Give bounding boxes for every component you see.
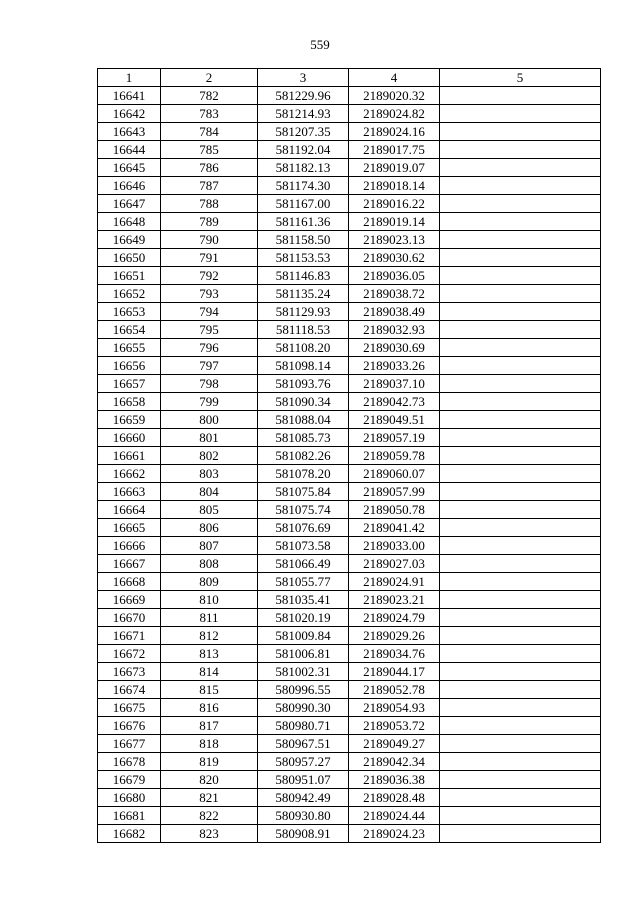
y-coordinate-cell: 2189016.22 bbox=[349, 195, 440, 213]
table-row bbox=[98, 357, 601, 375]
y-coordinate-cell: 2189042.34 bbox=[349, 753, 440, 771]
table-row bbox=[98, 285, 601, 303]
x-coordinate-cell: 580996.55 bbox=[258, 681, 349, 699]
point-number-cell: 16646 bbox=[98, 177, 161, 195]
y-coordinate-cell: 2189030.69 bbox=[349, 339, 440, 357]
x-coordinate-cell: 581006.81 bbox=[258, 645, 349, 663]
x-coordinate-cell: 581192.04 bbox=[258, 141, 349, 159]
x-coordinate-cell: 581075.84 bbox=[258, 483, 349, 501]
note-cell bbox=[440, 699, 601, 717]
vertex-number-cell: 796 bbox=[161, 339, 258, 357]
y-coordinate-cell: 2189023.21 bbox=[349, 591, 440, 609]
x-coordinate-cell: 581146.83 bbox=[258, 267, 349, 285]
y-coordinate-cell: 2189060.07 bbox=[349, 465, 440, 483]
point-number-cell: 16666 bbox=[98, 537, 161, 555]
x-coordinate-cell: 581093.76 bbox=[258, 375, 349, 393]
y-coordinate-cell: 2189029.26 bbox=[349, 627, 440, 645]
vertex-number-cell: 811 bbox=[161, 609, 258, 627]
note-cell bbox=[440, 591, 601, 609]
note-cell bbox=[440, 249, 601, 267]
y-coordinate-cell: 2189027.03 bbox=[349, 555, 440, 573]
point-number-cell: 16655 bbox=[98, 339, 161, 357]
coordinates-table bbox=[97, 68, 601, 843]
point-number-cell: 16651 bbox=[98, 267, 161, 285]
vertex-number-cell: 793 bbox=[161, 285, 258, 303]
y-coordinate-cell: 2189036.05 bbox=[349, 267, 440, 285]
vertex-number-cell: 818 bbox=[161, 735, 258, 753]
y-coordinate-cell: 2189024.82 bbox=[349, 105, 440, 123]
point-number-cell: 16667 bbox=[98, 555, 161, 573]
x-coordinate-cell: 581135.24 bbox=[258, 285, 349, 303]
y-coordinate-cell: 2189057.19 bbox=[349, 429, 440, 447]
table-row bbox=[98, 717, 601, 735]
vertex-number-cell: 799 bbox=[161, 393, 258, 411]
vertex-number-cell: 814 bbox=[161, 663, 258, 681]
point-number-cell: 16657 bbox=[98, 375, 161, 393]
table-row bbox=[98, 699, 601, 717]
x-coordinate-cell: 580990.30 bbox=[258, 699, 349, 717]
x-coordinate-cell: 580957.27 bbox=[258, 753, 349, 771]
x-coordinate-cell: 581108.20 bbox=[258, 339, 349, 357]
x-coordinate-cell: 581066.49 bbox=[258, 555, 349, 573]
note-cell bbox=[440, 123, 601, 141]
point-number-cell: 16648 bbox=[98, 213, 161, 231]
table-row bbox=[98, 195, 601, 213]
vertex-number-cell: 800 bbox=[161, 411, 258, 429]
y-coordinate-cell: 2189024.91 bbox=[349, 573, 440, 591]
point-number-cell: 16665 bbox=[98, 519, 161, 537]
y-coordinate-cell: 2189018.14 bbox=[349, 177, 440, 195]
point-number-cell: 16668 bbox=[98, 573, 161, 591]
x-coordinate-cell: 581085.73 bbox=[258, 429, 349, 447]
table-row bbox=[98, 87, 601, 105]
note-cell bbox=[440, 519, 601, 537]
x-coordinate-cell: 581020.19 bbox=[258, 609, 349, 627]
point-number-cell: 16671 bbox=[98, 627, 161, 645]
vertex-number-cell: 823 bbox=[161, 825, 258, 843]
x-coordinate-cell: 581174.30 bbox=[258, 177, 349, 195]
table-row bbox=[98, 447, 601, 465]
table-row bbox=[98, 645, 601, 663]
vertex-number-cell: 802 bbox=[161, 447, 258, 465]
note-cell bbox=[440, 573, 601, 591]
x-coordinate-cell: 581098.14 bbox=[258, 357, 349, 375]
y-coordinate-cell: 2189033.00 bbox=[349, 537, 440, 555]
point-number-cell: 16664 bbox=[98, 501, 161, 519]
table-row bbox=[98, 519, 601, 537]
point-number-cell: 16643 bbox=[98, 123, 161, 141]
y-coordinate-cell: 2189041.42 bbox=[349, 519, 440, 537]
point-number-cell: 16675 bbox=[98, 699, 161, 717]
column-header-1: 1 bbox=[98, 69, 161, 87]
note-cell bbox=[440, 303, 601, 321]
point-number-cell: 16650 bbox=[98, 249, 161, 267]
x-coordinate-cell: 581090.34 bbox=[258, 393, 349, 411]
note-cell bbox=[440, 375, 601, 393]
note-cell bbox=[440, 447, 601, 465]
x-coordinate-cell: 581009.84 bbox=[258, 627, 349, 645]
y-coordinate-cell: 2189033.26 bbox=[349, 357, 440, 375]
note-cell bbox=[440, 663, 601, 681]
table-row bbox=[98, 825, 601, 843]
vertex-number-cell: 790 bbox=[161, 231, 258, 249]
table-row bbox=[98, 159, 601, 177]
point-number-cell: 16658 bbox=[98, 393, 161, 411]
y-coordinate-cell: 2189024.44 bbox=[349, 807, 440, 825]
vertex-number-cell: 812 bbox=[161, 627, 258, 645]
vertex-number-cell: 797 bbox=[161, 357, 258, 375]
y-coordinate-cell: 2189052.78 bbox=[349, 681, 440, 699]
vertex-number-cell: 789 bbox=[161, 213, 258, 231]
point-number-cell: 16656 bbox=[98, 357, 161, 375]
note-cell bbox=[440, 267, 601, 285]
column-header-4: 4 bbox=[349, 69, 440, 87]
table-row bbox=[98, 663, 601, 681]
y-coordinate-cell: 2189024.16 bbox=[349, 123, 440, 141]
y-coordinate-cell: 2189038.72 bbox=[349, 285, 440, 303]
note-cell bbox=[440, 555, 601, 573]
table-row bbox=[98, 141, 601, 159]
table-row bbox=[98, 393, 601, 411]
table-row bbox=[98, 501, 601, 519]
table-row bbox=[98, 465, 601, 483]
point-number-cell: 16670 bbox=[98, 609, 161, 627]
table-row bbox=[98, 771, 601, 789]
table-row bbox=[98, 735, 601, 753]
y-coordinate-cell: 2189050.78 bbox=[349, 501, 440, 519]
point-number-cell: 16660 bbox=[98, 429, 161, 447]
point-number-cell: 16645 bbox=[98, 159, 161, 177]
y-coordinate-cell: 2189034.76 bbox=[349, 645, 440, 663]
vertex-number-cell: 786 bbox=[161, 159, 258, 177]
vertex-number-cell: 782 bbox=[161, 87, 258, 105]
note-cell bbox=[440, 195, 601, 213]
x-coordinate-cell: 581182.13 bbox=[258, 159, 349, 177]
y-coordinate-cell: 2189038.49 bbox=[349, 303, 440, 321]
note-cell bbox=[440, 753, 601, 771]
x-coordinate-cell: 581129.93 bbox=[258, 303, 349, 321]
point-number-cell: 16649 bbox=[98, 231, 161, 249]
note-cell bbox=[440, 717, 601, 735]
note-cell bbox=[440, 105, 601, 123]
x-coordinate-cell: 581076.69 bbox=[258, 519, 349, 537]
x-coordinate-cell: 581153.53 bbox=[258, 249, 349, 267]
y-coordinate-cell: 2189030.62 bbox=[349, 249, 440, 267]
vertex-number-cell: 798 bbox=[161, 375, 258, 393]
note-cell bbox=[440, 789, 601, 807]
column-header-2: 2 bbox=[161, 69, 258, 87]
note-cell bbox=[440, 483, 601, 501]
vertex-number-cell: 787 bbox=[161, 177, 258, 195]
point-number-cell: 16644 bbox=[98, 141, 161, 159]
point-number-cell: 16676 bbox=[98, 717, 161, 735]
table-row bbox=[98, 789, 601, 807]
vertex-number-cell: 784 bbox=[161, 123, 258, 141]
note-cell bbox=[440, 609, 601, 627]
point-number-cell: 16659 bbox=[98, 411, 161, 429]
note-cell bbox=[440, 807, 601, 825]
point-number-cell: 16661 bbox=[98, 447, 161, 465]
note-cell bbox=[440, 627, 601, 645]
x-coordinate-cell: 580951.07 bbox=[258, 771, 349, 789]
note-cell bbox=[440, 465, 601, 483]
table-row bbox=[98, 123, 601, 141]
vertex-number-cell: 813 bbox=[161, 645, 258, 663]
table-body bbox=[98, 87, 601, 843]
note-cell bbox=[440, 285, 601, 303]
point-number-cell: 16642 bbox=[98, 105, 161, 123]
point-number-cell: 16662 bbox=[98, 465, 161, 483]
vertex-number-cell: 822 bbox=[161, 807, 258, 825]
vertex-number-cell: 783 bbox=[161, 105, 258, 123]
point-number-cell: 16669 bbox=[98, 591, 161, 609]
vertex-number-cell: 801 bbox=[161, 429, 258, 447]
page-number: 559 bbox=[310, 37, 330, 52]
x-coordinate-cell: 581158.50 bbox=[258, 231, 349, 249]
x-coordinate-cell: 580930.80 bbox=[258, 807, 349, 825]
table-row bbox=[98, 573, 601, 591]
column-header-5: 5 bbox=[440, 69, 601, 87]
table-row bbox=[98, 213, 601, 231]
point-number-cell: 16641 bbox=[98, 87, 161, 105]
note-cell bbox=[440, 87, 601, 105]
y-coordinate-cell: 2189049.51 bbox=[349, 411, 440, 429]
y-coordinate-cell: 2189049.27 bbox=[349, 735, 440, 753]
x-coordinate-cell: 581207.35 bbox=[258, 123, 349, 141]
table-row bbox=[98, 681, 601, 699]
note-cell bbox=[440, 357, 601, 375]
note-cell bbox=[440, 429, 601, 447]
note-cell bbox=[440, 411, 601, 429]
vertex-number-cell: 821 bbox=[161, 789, 258, 807]
point-number-cell: 16647 bbox=[98, 195, 161, 213]
y-coordinate-cell: 2189020.32 bbox=[349, 87, 440, 105]
vertex-number-cell: 806 bbox=[161, 519, 258, 537]
x-coordinate-cell: 581035.41 bbox=[258, 591, 349, 609]
note-cell bbox=[440, 159, 601, 177]
table-row bbox=[98, 807, 601, 825]
vertex-number-cell: 810 bbox=[161, 591, 258, 609]
vertex-number-cell: 795 bbox=[161, 321, 258, 339]
y-coordinate-cell: 2189054.93 bbox=[349, 699, 440, 717]
point-number-cell: 16682 bbox=[98, 825, 161, 843]
y-coordinate-cell: 2189028.48 bbox=[349, 789, 440, 807]
note-cell bbox=[440, 537, 601, 555]
y-coordinate-cell: 2189019.14 bbox=[349, 213, 440, 231]
vertex-number-cell: 785 bbox=[161, 141, 258, 159]
y-coordinate-cell: 2189017.75 bbox=[349, 141, 440, 159]
table-header-row bbox=[98, 69, 601, 87]
table-row bbox=[98, 537, 601, 555]
table-row bbox=[98, 555, 601, 573]
vertex-number-cell: 820 bbox=[161, 771, 258, 789]
note-cell bbox=[440, 177, 601, 195]
x-coordinate-cell: 581078.20 bbox=[258, 465, 349, 483]
note-cell bbox=[440, 141, 601, 159]
x-coordinate-cell: 580942.49 bbox=[258, 789, 349, 807]
x-coordinate-cell: 580967.51 bbox=[258, 735, 349, 753]
note-cell bbox=[440, 681, 601, 699]
table-row bbox=[98, 267, 601, 285]
note-cell bbox=[440, 735, 601, 753]
note-cell bbox=[440, 771, 601, 789]
vertex-number-cell: 807 bbox=[161, 537, 258, 555]
point-number-cell: 16677 bbox=[98, 735, 161, 753]
note-cell bbox=[440, 321, 601, 339]
table-row bbox=[98, 303, 601, 321]
x-coordinate-cell: 580908.91 bbox=[258, 825, 349, 843]
x-coordinate-cell: 581002.31 bbox=[258, 663, 349, 681]
point-number-cell: 16653 bbox=[98, 303, 161, 321]
y-coordinate-cell: 2189042.73 bbox=[349, 393, 440, 411]
point-number-cell: 16674 bbox=[98, 681, 161, 699]
y-coordinate-cell: 2189044.17 bbox=[349, 663, 440, 681]
table-row bbox=[98, 177, 601, 195]
y-coordinate-cell: 2189023.13 bbox=[349, 231, 440, 249]
vertex-number-cell: 791 bbox=[161, 249, 258, 267]
vertex-number-cell: 803 bbox=[161, 465, 258, 483]
note-cell bbox=[440, 393, 601, 411]
point-number-cell: 16673 bbox=[98, 663, 161, 681]
table-row bbox=[98, 429, 601, 447]
note-cell bbox=[440, 339, 601, 357]
x-coordinate-cell: 581167.00 bbox=[258, 195, 349, 213]
x-coordinate-cell: 581229.96 bbox=[258, 87, 349, 105]
table-row bbox=[98, 231, 601, 249]
y-coordinate-cell: 2189032.93 bbox=[349, 321, 440, 339]
y-coordinate-cell: 2189024.79 bbox=[349, 609, 440, 627]
table-row bbox=[98, 609, 601, 627]
vertex-number-cell: 808 bbox=[161, 555, 258, 573]
table-row bbox=[98, 627, 601, 645]
note-cell bbox=[440, 645, 601, 663]
table-row bbox=[98, 483, 601, 501]
y-coordinate-cell: 2189024.23 bbox=[349, 825, 440, 843]
note-cell bbox=[440, 231, 601, 249]
point-number-cell: 16679 bbox=[98, 771, 161, 789]
point-number-cell: 16672 bbox=[98, 645, 161, 663]
y-coordinate-cell: 2189037.10 bbox=[349, 375, 440, 393]
note-cell bbox=[440, 501, 601, 519]
column-header-3: 3 bbox=[258, 69, 349, 87]
point-number-cell: 16654 bbox=[98, 321, 161, 339]
table-row bbox=[98, 411, 601, 429]
point-number-cell: 16681 bbox=[98, 807, 161, 825]
y-coordinate-cell: 2189059.78 bbox=[349, 447, 440, 465]
vertex-number-cell: 805 bbox=[161, 501, 258, 519]
y-coordinate-cell: 2189019.07 bbox=[349, 159, 440, 177]
table-row bbox=[98, 375, 601, 393]
x-coordinate-cell: 581118.53 bbox=[258, 321, 349, 339]
x-coordinate-cell: 581214.93 bbox=[258, 105, 349, 123]
table-row bbox=[98, 105, 601, 123]
y-coordinate-cell: 2189053.72 bbox=[349, 717, 440, 735]
point-number-cell: 16680 bbox=[98, 789, 161, 807]
vertex-number-cell: 817 bbox=[161, 717, 258, 735]
x-coordinate-cell: 581161.36 bbox=[258, 213, 349, 231]
table-row bbox=[98, 753, 601, 771]
vertex-number-cell: 809 bbox=[161, 573, 258, 591]
x-coordinate-cell: 581075.74 bbox=[258, 501, 349, 519]
x-coordinate-cell: 581088.04 bbox=[258, 411, 349, 429]
vertex-number-cell: 794 bbox=[161, 303, 258, 321]
table-row bbox=[98, 591, 601, 609]
table-row bbox=[98, 321, 601, 339]
x-coordinate-cell: 581055.77 bbox=[258, 573, 349, 591]
note-cell bbox=[440, 213, 601, 231]
vertex-number-cell: 819 bbox=[161, 753, 258, 771]
point-number-cell: 16678 bbox=[98, 753, 161, 771]
vertex-number-cell: 816 bbox=[161, 699, 258, 717]
table-row bbox=[98, 339, 601, 357]
x-coordinate-cell: 581082.26 bbox=[258, 447, 349, 465]
x-coordinate-cell: 580980.71 bbox=[258, 717, 349, 735]
vertex-number-cell: 815 bbox=[161, 681, 258, 699]
note-cell bbox=[440, 825, 601, 843]
vertex-number-cell: 792 bbox=[161, 267, 258, 285]
y-coordinate-cell: 2189036.38 bbox=[349, 771, 440, 789]
vertex-number-cell: 804 bbox=[161, 483, 258, 501]
table-row bbox=[98, 249, 601, 267]
y-coordinate-cell: 2189057.99 bbox=[349, 483, 440, 501]
point-number-cell: 16663 bbox=[98, 483, 161, 501]
vertex-number-cell: 788 bbox=[161, 195, 258, 213]
x-coordinate-cell: 581073.58 bbox=[258, 537, 349, 555]
point-number-cell: 16652 bbox=[98, 285, 161, 303]
